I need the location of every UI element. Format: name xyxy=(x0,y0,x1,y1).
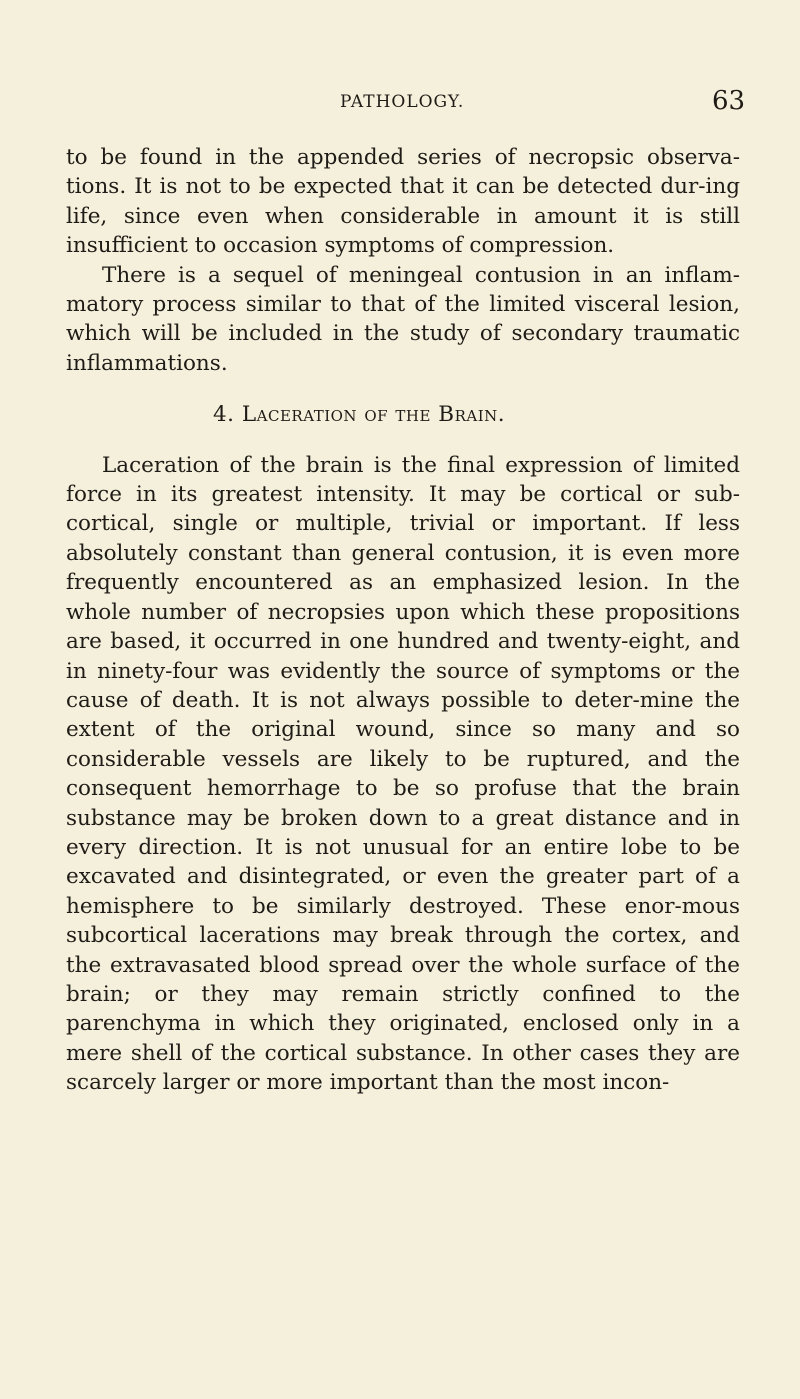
section-number: 4. xyxy=(213,402,235,428)
running-head: PATHOLOGY. xyxy=(340,92,465,112)
paragraph-sequel: There is a sequel of meningeal contusion in an inflam-matory process similar to that of the limited visceral lesion, which will be included in the study of secondary traumatic inflammations. xyxy=(66,262,740,376)
paragraph-laceration: Laceration of the brain is the final expression of limited force in its greatest intensity. It may be cortical or sub-cortical, single or multiple, trivial or important. If less absolutely constant than general contusion, it is even more frequently encountered as an emphasized lesion. In the whole number of necropsies upon which these propositions are based, it occurred in one hundred and twenty-eight, and in ninety-four was evidently the source of symptoms or the cause of death. It is not always possible to deter-mine the extent of the original wound, since so many and so considerable vessels are likely to be ruptured, and the consequent hemorrhage to be so profuse that the brain substance may be broken down to a great distance and in every direction. It is not unusual for an entire lobe to be excavated and disintegrated, or even the greater part of a hemisphere to be similarly destroyed. These enor-mous subcortical lacerations may break through the cortex, and the extravasated blood spread over the whole surface of the brain; or they may remain strictly confined to the parenchyma in which they originated, enclosed only in a mere shell of the cortical substance. In other cases they are scarcely larger or more important than the most incon- xyxy=(66,452,740,1096)
section-heading xyxy=(213,400,740,429)
paragraph-continuation: to be found in the appended series of necropsic observa-tions. It is not to be expected that it can be detected dur-ing life, since even when considerable in amount it is still insufficient to occasion symptoms of compression. xyxy=(66,145,740,259)
page-header xyxy=(0,88,800,128)
page-number: 63 xyxy=(712,86,746,116)
page-body xyxy=(66,143,740,1098)
section-title: Laceration of the Brain. xyxy=(241,402,506,428)
